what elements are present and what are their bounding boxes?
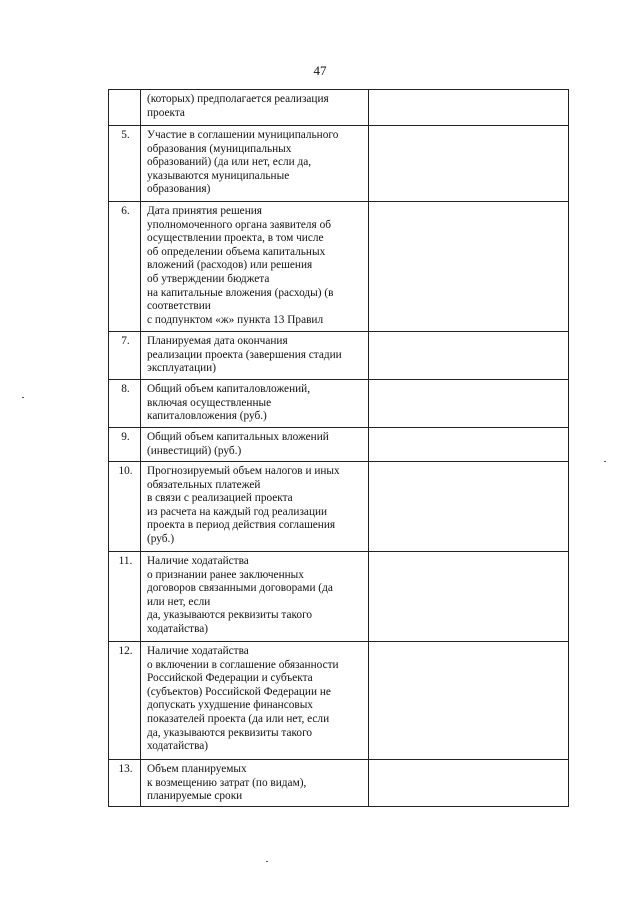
row-description: Общий объем капитальных вложений (инвестиций) (руб.) bbox=[141, 428, 369, 462]
row-description: Наличие ходатайства о включении в соглашение обязанности Российской Федерации и субъекта (субъектов) Российской Федерации не допускать ухудшение финансовых показателей проекта (да или нет, если да, указываются реквизиты такого ходатайства) bbox=[141, 642, 369, 760]
row-number: 11. bbox=[109, 552, 141, 642]
row-description: Наличие ходатайства о признании ранее заключенных договоров связанными договорами (да или нет, если да, указываются реквизиты такого ходатайства) bbox=[141, 552, 369, 642]
row-value-cell[interactable] bbox=[369, 380, 569, 428]
row-value-cell[interactable] bbox=[369, 428, 569, 462]
row-value-cell[interactable] bbox=[369, 126, 569, 202]
row-number: 8. bbox=[109, 380, 141, 428]
table-row bbox=[109, 462, 569, 552]
scan-speck bbox=[22, 397, 24, 398]
row-value-cell[interactable] bbox=[369, 332, 569, 380]
row-value-cell[interactable] bbox=[369, 552, 569, 642]
table-body bbox=[109, 90, 569, 807]
row-number: 12. bbox=[109, 642, 141, 760]
table-row bbox=[109, 126, 569, 202]
row-description: Прогнозируемый объем налогов и иных обязательных платежей в связи с реализацией проекта из расчета на каждый год реализации проекта в период действия соглашения (руб.) bbox=[141, 462, 369, 552]
row-description: Дата принятия решения уполномоченного органа заявителя об осуществлении проекта, в том числе об определении объема капитальных вложений (расходов) или решения об утверждении бюджета на капитальные вложения (расходы) (в соответствии с подпунктом «ж» пункта 13 Правил bbox=[141, 202, 369, 332]
row-value-cell[interactable] bbox=[369, 760, 569, 807]
table-row bbox=[109, 428, 569, 462]
table-row bbox=[109, 380, 569, 428]
row-number: 5. bbox=[109, 126, 141, 202]
row-description: Объем планируемых к возмещению затрат (по видам), планируемые сроки bbox=[141, 760, 369, 807]
row-description: Планируемая дата окончания реализации проекта (завершения стадии эксплуатации) bbox=[141, 332, 369, 380]
table-row bbox=[109, 760, 569, 807]
row-number bbox=[109, 90, 141, 126]
row-value-cell[interactable] bbox=[369, 642, 569, 760]
table-row bbox=[109, 90, 569, 126]
table-row bbox=[109, 552, 569, 642]
table-row bbox=[109, 642, 569, 760]
scan-speck bbox=[604, 461, 606, 462]
row-number: 9. bbox=[109, 428, 141, 462]
row-number: 7. bbox=[109, 332, 141, 380]
scan-speck bbox=[266, 861, 268, 862]
row-number: 13. bbox=[109, 760, 141, 807]
row-description: (которых) предполагается реализация проекта bbox=[141, 90, 369, 126]
row-value-cell[interactable] bbox=[369, 202, 569, 332]
row-description: Участие в соглашении муниципального образования (муниципальных образований) (да или нет, если да, указываются муниципальные образования) bbox=[141, 126, 369, 202]
table-row bbox=[109, 332, 569, 380]
row-number: 6. bbox=[109, 202, 141, 332]
row-description: Общий объем капиталовложений, включая осуществленные капиталовложения (руб.) bbox=[141, 380, 369, 428]
row-number: 10. bbox=[109, 462, 141, 552]
page-number: 47 bbox=[313, 63, 327, 78]
row-value-cell[interactable] bbox=[369, 462, 569, 552]
row-value-cell[interactable] bbox=[369, 90, 569, 126]
table-row bbox=[109, 202, 569, 332]
application-form-table bbox=[108, 89, 569, 807]
